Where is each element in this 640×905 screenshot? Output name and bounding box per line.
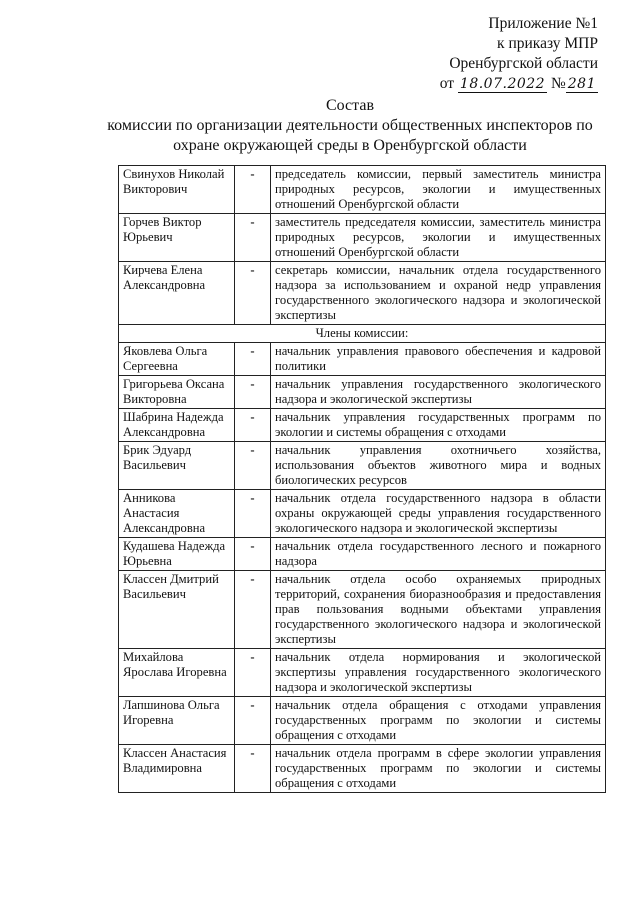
table-row — [119, 376, 606, 409]
dash-separator: - — [235, 409, 271, 442]
dash-separator: - — [235, 166, 271, 214]
person-name: Григорьева Оксана Викторовна — [119, 376, 235, 409]
dash-separator: - — [235, 262, 271, 325]
commission-table — [118, 165, 606, 793]
position-description: начальник отдела государственного лесного и пожарного надзора — [271, 538, 606, 571]
title-line-1: Состав — [325, 97, 374, 114]
table-row — [119, 649, 606, 697]
position-description: начальник отдела особо охраняемых природных территорий, сохранения биоразнообразия и предоставления прав пользования водными объектами управления государственного экологического надзора и экологической экспертизы — [271, 571, 606, 649]
person-name: Классен Анастасия Владимировна — [119, 745, 235, 793]
person-name: Кирчева Елена Александровна — [119, 262, 235, 325]
position-description: секретарь комиссии, начальник отдела государственного надзора за использованием и охраной недр управления государственного экологического надзора и экологической экспертизы — [271, 262, 606, 325]
position-description: начальник управления охотничьего хозяйства, использования объектов животного мира и водных биологических ресурсов — [271, 442, 606, 490]
table-row — [119, 745, 606, 793]
dash-separator: - — [235, 649, 271, 697]
table-row — [119, 262, 606, 325]
person-name: Михайлова Ярослава Игоревна — [119, 649, 235, 697]
dash-separator: - — [235, 538, 271, 571]
position-description: заместитель председателя комиссии, заместитель министра природных ресурсов, экологии и имущественных отношений Оренбургской области — [271, 214, 606, 262]
appendix-label: Приложение №1 — [488, 15, 598, 32]
member-rows — [119, 343, 606, 793]
position-description: начальник управления государственных программ по экологии и системы обращения с отходами — [271, 409, 606, 442]
handwritten-number: 281 — [567, 76, 596, 92]
person-name: Классен Дмитрий Васильевич — [119, 571, 235, 649]
position-description: начальник отдела программ в сфере экологии управления государственных программ по экологии и системы обращения с отходами — [271, 745, 606, 793]
position-description: начальник отдела государственного надзора в области охраны окружающей среды управления государственного экологического надзора и экологической экспертизы — [271, 490, 606, 538]
leadership-rows — [119, 166, 606, 325]
region-label: Оренбургской области — [449, 55, 598, 72]
position-description: председатель комиссии, первый заместитель министра природных ресурсов, экологии и имущественных отношений Оренбургской области — [271, 166, 606, 214]
person-name: Кудашева Надежда Юрьевна — [119, 538, 235, 571]
person-name: Горчев Виктор Юрьевич — [119, 214, 235, 262]
document-header — [440, 14, 598, 94]
person-name: Брик Эдуард Васильевич — [119, 442, 235, 490]
members-heading-section — [119, 325, 606, 343]
position-description: начальник отдела нормирования и экологической экспертизы управления государственного экологического надзора и экологической экспертизы — [271, 649, 606, 697]
position-description: начальник управления правового обеспечения и кадровой политики — [271, 343, 606, 376]
number-prefix: № — [550, 75, 566, 92]
document-title — [90, 96, 610, 156]
table-row — [119, 343, 606, 376]
table-row — [119, 166, 606, 214]
table-row — [119, 442, 606, 490]
date-prefix: от — [439, 75, 455, 92]
members-heading-row — [119, 325, 606, 343]
table-row — [119, 214, 606, 262]
handwritten-date: 18.07.2022 — [459, 76, 546, 92]
person-name: Анникова Анастасия Александровна — [119, 490, 235, 538]
dash-separator: - — [235, 571, 271, 649]
dash-separator: - — [235, 745, 271, 793]
person-name: Свинухов Николай Викторович — [119, 166, 235, 214]
person-name: Шабрина Надежда Александровна — [119, 409, 235, 442]
dash-separator: - — [235, 442, 271, 490]
person-name: Лапшинова Ольга Игоревна — [119, 697, 235, 745]
dash-separator: - — [235, 490, 271, 538]
dash-separator: - — [235, 697, 271, 745]
title-line-3: охране окружающей среды в Оренбургской области — [173, 137, 527, 154]
members-heading: Члены комиссии: — [119, 325, 606, 343]
table-row — [119, 538, 606, 571]
position-description: начальник отдела обращения с отходами управления государственных программ по экологии и системы обращения с отходами — [271, 697, 606, 745]
dash-separator: - — [235, 343, 271, 376]
position-description: начальник управления государственного экологического надзора и экологической экспертизы — [271, 376, 606, 409]
dash-separator: - — [235, 376, 271, 409]
order-reference: к приказу МПР — [497, 35, 598, 52]
date-number-line — [440, 74, 598, 94]
dash-separator: - — [235, 214, 271, 262]
person-name: Яковлева Ольга Сергеевна — [119, 343, 235, 376]
title-line-2: комиссии по организации деятельности общественных инспекторов по — [107, 117, 593, 134]
table-row — [119, 571, 606, 649]
table-row — [119, 490, 606, 538]
table-row — [119, 697, 606, 745]
table-row — [119, 409, 606, 442]
